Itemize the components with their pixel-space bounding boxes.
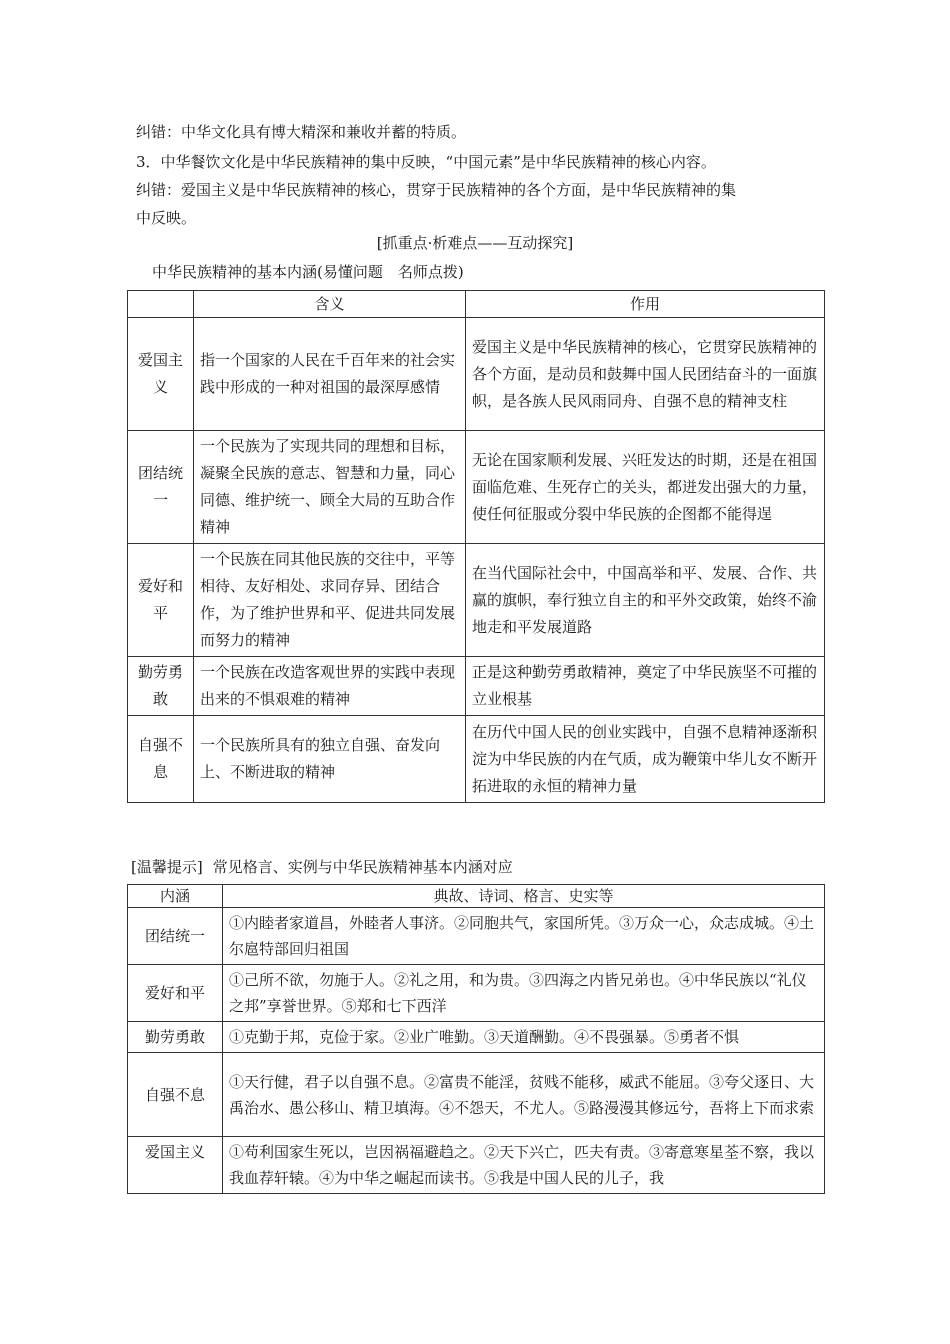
row-examples: ①内睦者家道昌，外睦者人事济。②同胞共气，家国所凭。③万众一心，众志成城。④土尔扈特部回归祖国: [223, 908, 825, 965]
table-row: [128, 1137, 825, 1194]
tip-label: [温馨提示]: [131, 858, 203, 876]
row-term: 自强不息: [128, 1053, 223, 1137]
table-header-cell: 含义: [194, 291, 466, 318]
row-examples: ①克勤于邦，克俭于家。②业广唯勤。③天道酬勤。④不畏强暴。⑤勇者不惧: [223, 1022, 825, 1053]
table-row: [128, 318, 825, 431]
row-term: 爱国主义: [128, 318, 194, 431]
table-header-cell: [128, 291, 194, 318]
correction-3-line-2: 中反映。: [136, 209, 197, 227]
row-meaning: 一个民族为了实现共同的理想和目标，凝聚全民族的意志、智慧和力量，同心同德、维护统一、顾全大局的互助合作精神: [194, 431, 466, 544]
table-row: [128, 544, 825, 657]
row-meaning: 一个民族所具有的独立自强、奋发向上、不断进取的精神: [194, 716, 466, 803]
row-term: 爱好和平: [128, 965, 223, 1022]
row-effect: 无论在国家顺利发展、兴旺发达的时期，还是在祖国面临危难、生死存亡的关头，都迸发出强大的力量，使任何征服或分裂中华民族的企图都不能得逞: [466, 431, 825, 544]
row-term: 团结统一: [128, 908, 223, 965]
table-row: [128, 657, 825, 716]
row-term: 自强不息: [128, 716, 194, 803]
row-effect: 在历代中国人民的创业实践中，自强不息精神逐渐积淀为中华民族的内在气质，成为鞭策中华儿女不断开拓进取的永恒的精神力量: [466, 716, 825, 803]
row-meaning: 一个民族在同其他民族的交往中，平等相待、友好相处、求同存异、团结合作，为了维护世界和平、促进共同发展而努力的精神: [194, 544, 466, 657]
row-term: 爱好和平: [128, 544, 194, 657]
table-row: [128, 965, 825, 1022]
row-meaning: 指一个国家的人民在千百年来的社会实践中形成的一种对祖国的最深厚感情: [194, 318, 466, 431]
table-row: [128, 716, 825, 803]
tip-text: 常见格言、实例与中华民族精神基本内涵对应: [212, 858, 513, 876]
table-header-cell: 典故、诗词、格言、史实等: [223, 885, 825, 908]
table-row: [128, 1022, 825, 1053]
row-meaning: 一个民族在改造客观世界的实践中表现出来的不惧艰难的精神: [194, 657, 466, 716]
row-effect: 正是这种勤劳勇敢精神，奠定了中华民族坚不可摧的立业根基: [466, 657, 825, 716]
section-subheading: 中华民族精神的基本内涵(易懂问题 名师点拨): [152, 263, 464, 281]
table-row: [128, 908, 825, 965]
table-header-cell: 内涵: [128, 885, 223, 908]
correction-3-line-1: 纠错：爱国主义是中华民族精神的核心，贯穿于民族精神的各个方面，是中华民族精神的集: [136, 181, 737, 199]
table-header-cell: 作用: [466, 291, 825, 318]
correction-1: 纠错：中华文化具有博大精深和兼收并蓄的特质。: [136, 123, 467, 141]
maxim-mapping-table: [127, 884, 825, 1194]
row-term: 爱国主义: [128, 1137, 223, 1194]
row-examples: ①苟利国家生死以，岂因祸福避趋之。②天下兴亡，匹夫有责。③寄意寒星荃不察，我以我血荐轩辕。④为中华之崛起而读书。⑤我是中国人民的儿子，我: [223, 1137, 825, 1194]
tip-line: [131, 857, 513, 877]
table-row: [128, 431, 825, 544]
item-3: 3．中华餐饮文化是中华民族精神的集中反映，“中国元素”是中华民族精神的核心内容。: [136, 153, 716, 171]
national-spirit-table: [127, 290, 825, 803]
row-term: 勤劳勇敢: [128, 657, 194, 716]
row-effect: 爱国主义是中华民族精神的核心，它贯穿民族精神的各个方面，是动员和鼓舞中国人民团结奋斗的一面旗帜，是各族人民风雨同舟、自强不息的精神支柱: [466, 318, 825, 431]
row-term: 勤劳勇敢: [128, 1022, 223, 1053]
table-header-row: [128, 291, 825, 318]
section-heading: [抓重点·析难点——互动探究]: [376, 234, 574, 252]
row-examples: ①天行健，君子以自强不息。②富贵不能淫，贫贱不能移，威武不能屈。③夸父逐日、大禹治水、愚公移山、精卫填海。④不怨天，不尤人。⑤路漫漫其修远兮，吾将上下而求索: [223, 1053, 825, 1137]
row-examples: ①己所不欲，勿施于人。②礼之用，和为贵。③四海之内皆兄弟也。④中华民族以“礼仪之邦”享誉世界。⑤郑和七下西洋: [223, 965, 825, 1022]
table-header-row: [128, 885, 825, 908]
row-effect: 在当代国际社会中，中国高举和平、发展、合作、共赢的旗帜，奉行独立自主的和平外交政策，始终不渝地走和平发展道路: [466, 544, 825, 657]
row-term: 团结统一: [128, 431, 194, 544]
table-row: [128, 1053, 825, 1137]
